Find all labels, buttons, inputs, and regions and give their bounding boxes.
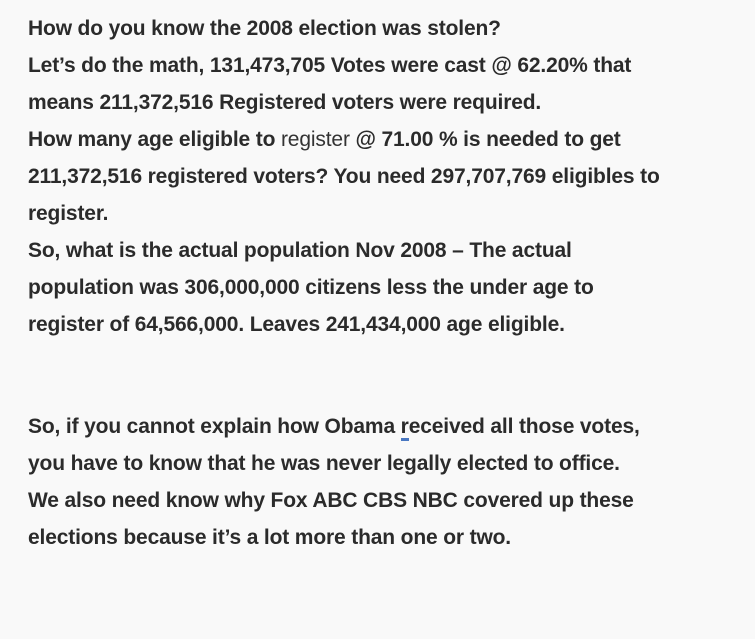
conclusion-line-1-end: eceived all those votes, [408,415,640,438]
spellcheck-underlined-letter[interactable]: r [401,415,409,441]
conclusion-line-1 [28,408,752,445]
eligible-line-3: register. [28,202,109,225]
population-line-3: register of 64,566,000. Leaves 241,434,000 age eligible. [28,313,565,336]
document-body [28,10,752,556]
paragraph-population [28,232,752,343]
conclusion-line-2: you have to know that he was never legally elected to office. [28,452,620,475]
paragraph-conclusion [28,408,752,482]
register-word: register [280,128,350,151]
eligible-line-1-start: How many age eligible to [28,128,281,151]
eligible-line-1-end: @ 71.00 % is needed to get [349,128,621,151]
eligible-line-1 [28,121,752,158]
paragraph-math [28,47,752,121]
paragraph-question [28,10,752,47]
conclusion-line-1-start: So, if you cannot explain how Obama [28,415,401,438]
math-line-2: means 211,372,516 Registered voters were required. [28,91,542,114]
population-line-1: So, what is the actual population Nov 2008 – The actual [28,239,572,262]
paragraph-eligible [28,121,752,232]
media-line-1: We also need know why Fox ABC CBS NBC covered up these [28,489,634,512]
empty-paragraph [28,343,752,408]
eligible-line-2: 211,372,516 registered voters? You need 297,707,769 eligibles to [28,165,660,188]
population-line-2: population was 306,000,000 citizens less the under age to [28,276,594,299]
question-text: How do you know the 2008 election was stolen? [28,17,501,40]
paragraph-media [28,482,752,556]
math-line-1: Let’s do the math, 131,473,705 Votes were cast @ 62.20% that [28,54,632,77]
media-line-2: elections because it’s a lot more than one or two. [28,526,511,549]
